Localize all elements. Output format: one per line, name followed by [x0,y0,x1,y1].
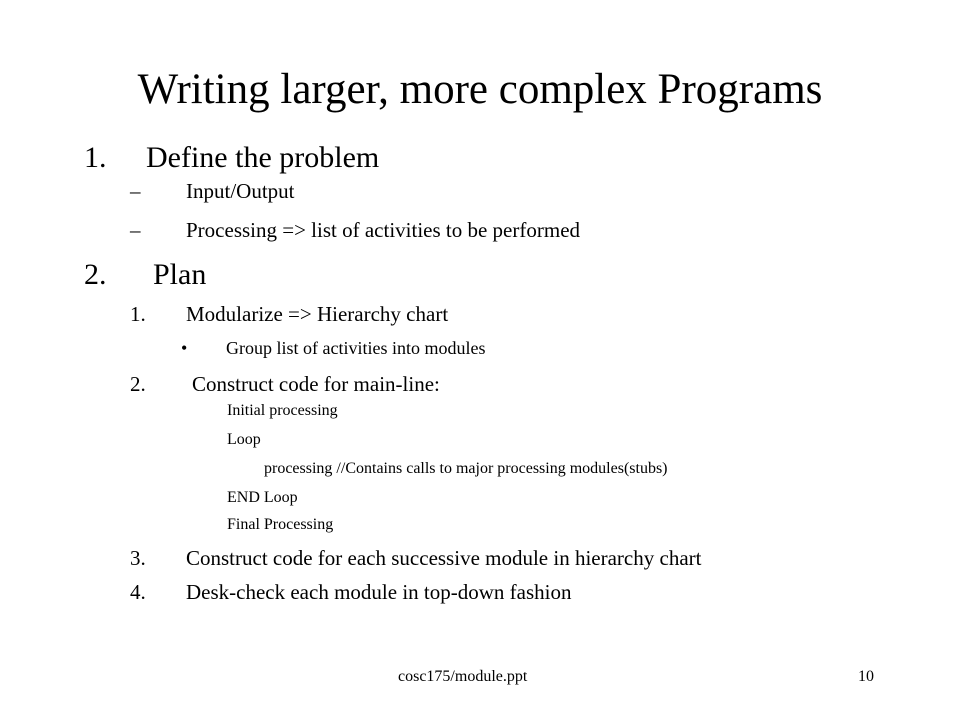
code-line-loop-processing: processing //Contains calls to major processing modules(stubs) [264,460,668,477]
bullet-marker-group: • [181,338,188,358]
bullet-group-activities: Group list of activities into modules [226,338,486,358]
subitem-marker-desk-check: 4. [130,580,146,604]
subitem-marker-processing: – [130,218,141,242]
item-marker-define: 1. [84,141,107,174]
code-line-final: Final Processing [227,516,334,533]
subitem-construct-each-module: Construct code for each successive module in hierarchy chart [186,546,702,570]
slide-title: Writing larger, more complex Programs [137,66,823,113]
code-line-initial: Initial processing [227,402,338,419]
item-plan: Plan [153,258,207,291]
subitem-marker-construct-main: 2. [130,372,146,396]
footer-source: cosc175/module.ppt [398,668,528,685]
subitem-construct-main-line: Construct code for main-line: [192,372,440,396]
code-line-loop: Loop [227,431,261,448]
subitem-modularize: Modularize => Hierarchy chart [186,302,449,326]
item-marker-plan: 2. [84,258,107,291]
subitem-input-output: Input/Output [186,179,295,203]
code-line-end-loop: END Loop [227,489,298,506]
slide-number: 10 [858,668,874,685]
subitem-marker-io: – [130,179,141,203]
subitem-desk-check: Desk-check each module in top-down fashion [186,580,572,604]
subitem-processing: Processing => list of activities to be performed [186,218,581,242]
subitem-marker-construct-each: 3. [130,546,146,570]
item-define-problem: Define the problem [146,141,380,174]
subitem-marker-modularize: 1. [130,302,146,326]
